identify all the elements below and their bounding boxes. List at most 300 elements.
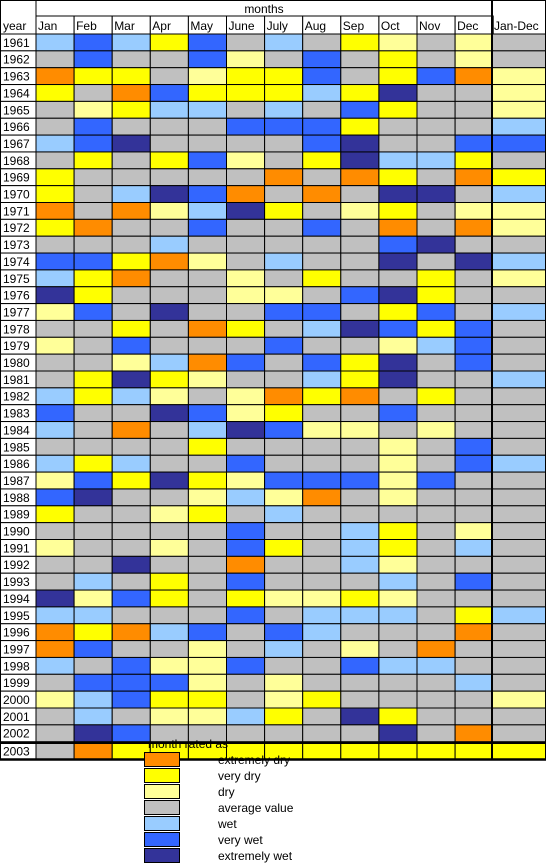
- heatmap-cell: [112, 186, 150, 203]
- heatmap-cell: [379, 354, 417, 371]
- heatmap-cell: [417, 725, 455, 742]
- heatmap-cell: [74, 371, 112, 388]
- heatmap-cell: [74, 186, 112, 203]
- heatmap-cell: [379, 169, 417, 186]
- heatmap-cell: [74, 152, 112, 169]
- heatmap-cell: [455, 590, 493, 607]
- heatmap-cell: [455, 489, 493, 506]
- heatmap-cell: [341, 489, 379, 506]
- heatmap-cell: [341, 118, 379, 135]
- heatmap-cell: [227, 371, 265, 388]
- heatmap-cell: [36, 556, 74, 573]
- heatmap-cell: [112, 320, 150, 337]
- heatmap-cell: [379, 118, 417, 135]
- heatmap-cell: [265, 304, 303, 321]
- year-label: 1983: [3, 406, 30, 421]
- heatmap-cell: [379, 371, 417, 388]
- heatmap-cell: [303, 556, 341, 573]
- column-label: Oct: [380, 19, 400, 33]
- heatmap-cell: [74, 641, 112, 658]
- year-label: 1965: [3, 103, 30, 118]
- heatmap-cell: [265, 68, 303, 85]
- heatmap-cell: [417, 691, 455, 708]
- heatmap-cell: [112, 607, 150, 624]
- heatmap-cell: [303, 405, 341, 422]
- heatmap-cell: [265, 641, 303, 658]
- heatmap-cell: [265, 253, 303, 270]
- heatmap-cell: [492, 472, 546, 489]
- heatmap-cell: [36, 118, 74, 135]
- legend-label: very dry: [218, 769, 261, 783]
- heatmap-cell: [379, 523, 417, 540]
- heatmap-cell: [188, 590, 226, 607]
- heatmap-cell: [379, 405, 417, 422]
- heatmap-cell: [379, 657, 417, 674]
- legend-item: [144, 832, 444, 848]
- legend-label: extremely wet: [218, 849, 293, 863]
- heatmap-cell: [265, 455, 303, 472]
- heatmap-cell: [303, 674, 341, 691]
- heatmap-cell: [417, 34, 455, 51]
- heatmap-cell: [492, 219, 546, 236]
- heatmap-cell: [150, 590, 188, 607]
- heatmap-cell: [455, 354, 493, 371]
- heatmap-cell: [74, 607, 112, 624]
- heatmap-cell: [303, 135, 341, 152]
- year-label: 1998: [3, 659, 30, 674]
- heatmap-cell: [188, 236, 226, 253]
- heatmap-cell: [227, 152, 265, 169]
- heatmap-cell: [74, 556, 112, 573]
- heatmap-cell: [112, 287, 150, 304]
- heatmap-cell: [303, 573, 341, 590]
- heatmap-cell: [150, 270, 188, 287]
- heatmap-cell: [150, 169, 188, 186]
- heatmap-cell: [417, 438, 455, 455]
- heatmap-cell: [36, 624, 74, 641]
- heatmap-cell: [36, 708, 74, 725]
- heatmap-cell: [36, 152, 74, 169]
- heatmap-cell: [492, 135, 546, 152]
- year-label: 1971: [3, 204, 30, 219]
- year-label: 1964: [3, 86, 30, 101]
- heatmap-cell: [227, 708, 265, 725]
- heatmap-cell: [455, 337, 493, 354]
- heatmap-cell: [455, 657, 493, 674]
- heatmap-cell: [74, 51, 112, 68]
- year-label: 1996: [3, 625, 30, 640]
- column-label: Nov: [419, 19, 441, 33]
- heatmap-cell: [492, 624, 546, 641]
- heatmap-cell: [74, 489, 112, 506]
- year-label: 1972: [3, 221, 30, 236]
- heatmap-cell: [188, 641, 226, 658]
- heatmap-cell: [265, 337, 303, 354]
- heatmap-cell: [36, 725, 74, 742]
- column-label: June: [228, 19, 255, 33]
- heatmap-cell: [150, 320, 188, 337]
- heatmap-cell: [74, 573, 112, 590]
- heatmap-cell: [227, 320, 265, 337]
- heatmap-cell: [188, 607, 226, 624]
- heatmap-cell: [227, 354, 265, 371]
- heatmap-cell: [303, 51, 341, 68]
- heatmap-cell: [36, 371, 74, 388]
- heatmap-cell: [455, 708, 493, 725]
- heatmap-cell: [227, 236, 265, 253]
- heatmap-cell: [265, 725, 303, 742]
- year-label: 1986: [3, 457, 30, 472]
- heatmap-cell: [341, 725, 379, 742]
- heatmap-cell: [341, 270, 379, 287]
- heatmap-cell: [303, 270, 341, 287]
- heatmap-cell: [36, 304, 74, 321]
- heatmap-cell: [74, 68, 112, 85]
- heatmap-cell: [36, 135, 74, 152]
- heatmap-cell: [379, 624, 417, 641]
- heatmap-cell: [492, 674, 546, 691]
- year-label: 1985: [3, 440, 30, 455]
- heatmap-cell: [341, 607, 379, 624]
- heatmap-cell: [379, 253, 417, 270]
- heatmap-cell: [455, 51, 493, 68]
- heatmap-cell: [265, 405, 303, 422]
- heatmap-cell: [492, 371, 546, 388]
- heatmap-cell: [36, 287, 74, 304]
- heatmap-cell: [417, 472, 455, 489]
- heatmap-cell: [188, 101, 226, 118]
- heatmap-cell: [227, 85, 265, 102]
- heatmap-cell: [455, 725, 493, 742]
- heatmap-cell: [150, 203, 188, 220]
- heatmap-cell: [303, 186, 341, 203]
- heatmap-cell: [341, 186, 379, 203]
- heatmap-cell: [492, 607, 546, 624]
- year-label: 1992: [3, 558, 30, 573]
- legend-label: very wet: [218, 833, 263, 847]
- heatmap-cell: [74, 540, 112, 557]
- heatmap-cell: [150, 641, 188, 658]
- heatmap-cell: [36, 203, 74, 220]
- heatmap-cell: [265, 186, 303, 203]
- heatmap-cell: [492, 118, 546, 135]
- column-label: Jan: [38, 19, 58, 33]
- year-label: 1991: [3, 541, 30, 556]
- heatmap-cell: [188, 506, 226, 523]
- heatmap-cell: [341, 708, 379, 725]
- heatmap-cell: [379, 85, 417, 102]
- heatmap-cell: [341, 68, 379, 85]
- heatmap-cell: [265, 506, 303, 523]
- heatmap-cell: [492, 438, 546, 455]
- heatmap-cell: [265, 320, 303, 337]
- heatmap-cell: [417, 337, 455, 354]
- year-label: 1967: [3, 136, 30, 151]
- heatmap-cell: [303, 657, 341, 674]
- heatmap-cell: [417, 573, 455, 590]
- heatmap-cell: [341, 540, 379, 557]
- heatmap-cell: [74, 624, 112, 641]
- heatmap-cell: [227, 523, 265, 540]
- heatmap-cell: [417, 674, 455, 691]
- heatmap-cell: [36, 472, 74, 489]
- heatmap-cell: [455, 607, 493, 624]
- legend-label: wet: [218, 817, 237, 831]
- heatmap-cell: [492, 573, 546, 590]
- heatmap-cell: [150, 354, 188, 371]
- heatmap-cell: [492, 540, 546, 557]
- heatmap-cell: [492, 68, 546, 85]
- heatmap-cell: [74, 135, 112, 152]
- year-label: 1974: [3, 254, 30, 269]
- legend-item: [144, 800, 444, 816]
- heatmap-cell: [112, 118, 150, 135]
- heatmap-cell: [112, 422, 150, 439]
- heatmap-cell: [455, 186, 493, 203]
- heatmap-cell: [74, 304, 112, 321]
- heatmap-cell: [417, 641, 455, 658]
- heatmap-cell: [74, 674, 112, 691]
- heatmap-cell: [341, 320, 379, 337]
- heatmap-cell: [112, 337, 150, 354]
- legend-item: [144, 768, 444, 784]
- heatmap-cell: [417, 607, 455, 624]
- heatmap-cell: [455, 691, 493, 708]
- heatmap-cell: [341, 51, 379, 68]
- heatmap-cell: [303, 219, 341, 236]
- heatmap-cell: [36, 523, 74, 540]
- heatmap-cell: [265, 169, 303, 186]
- heatmap-cell: [112, 455, 150, 472]
- heatmap-cell: [74, 101, 112, 118]
- heatmap-cell: [303, 388, 341, 405]
- heatmap-cell: [455, 68, 493, 85]
- heatmap-cell: [492, 85, 546, 102]
- heatmap-cell: [36, 51, 74, 68]
- heatmap-cell: [227, 624, 265, 641]
- year-label: 2001: [3, 709, 30, 724]
- heatmap-cell: [455, 135, 493, 152]
- heatmap-cell: [150, 34, 188, 51]
- heatmap-cell: [265, 236, 303, 253]
- heatmap-cell: [303, 320, 341, 337]
- heatmap-cell: [265, 540, 303, 557]
- heatmap-cell: [379, 135, 417, 152]
- heatmap-cell: [150, 438, 188, 455]
- heatmap-cell: [74, 270, 112, 287]
- heatmap-cell: [112, 590, 150, 607]
- heatmap-cell: [341, 422, 379, 439]
- heatmap-cell: [379, 219, 417, 236]
- heatmap-cell: [455, 540, 493, 557]
- heatmap-cell: [455, 371, 493, 388]
- heatmap-cell: [303, 68, 341, 85]
- heatmap-cell: [227, 489, 265, 506]
- heatmap-cell: [36, 641, 74, 658]
- heatmap-cell: [265, 624, 303, 641]
- heatmap-cell: [341, 236, 379, 253]
- heatmap-cell: [341, 523, 379, 540]
- heatmap-cell: [417, 371, 455, 388]
- heatmap-cell: [36, 337, 74, 354]
- heatmap-cell: [112, 708, 150, 725]
- heatmap-cell: [417, 253, 455, 270]
- months-group-label: months: [244, 2, 284, 16]
- heatmap-cell: [303, 691, 341, 708]
- heatmap-cell: [492, 236, 546, 253]
- heatmap-cell: [379, 152, 417, 169]
- heatmap-cell: [341, 641, 379, 658]
- heatmap-cell: [265, 203, 303, 220]
- heatmap-cell: [303, 472, 341, 489]
- heatmap-cell: [227, 337, 265, 354]
- heatmap-cell: [455, 624, 493, 641]
- year-label: 1990: [3, 524, 30, 539]
- heatmap-cell: [417, 320, 455, 337]
- heatmap-cell: [112, 641, 150, 658]
- heatmap-cell: [36, 236, 74, 253]
- year-label: 1973: [3, 238, 30, 253]
- legend-label: dry: [218, 785, 235, 799]
- heatmap-cell: [74, 287, 112, 304]
- heatmap-cell: [379, 489, 417, 506]
- heatmap-cell: [112, 304, 150, 321]
- heatmap-cell: [492, 270, 546, 287]
- heatmap-cell: [492, 203, 546, 220]
- heatmap-cell: [112, 68, 150, 85]
- heatmap-cell: [74, 34, 112, 51]
- heatmap-cell: [188, 422, 226, 439]
- heatmap-cell: [188, 219, 226, 236]
- heatmap-cell: [417, 657, 455, 674]
- heatmap-cell: [74, 472, 112, 489]
- heatmap-cell: [227, 203, 265, 220]
- heatmap-cell: [417, 422, 455, 439]
- heatmap-cell: [303, 253, 341, 270]
- heatmap-cell: [492, 169, 546, 186]
- heatmap-cell: [492, 304, 546, 321]
- heatmap-cell: [455, 169, 493, 186]
- heatmap-cell: [455, 236, 493, 253]
- year-label: 1993: [3, 575, 30, 590]
- heatmap-cell: [341, 472, 379, 489]
- heatmap-cell: [74, 590, 112, 607]
- heatmap-cell: [303, 203, 341, 220]
- year-label: 1987: [3, 473, 30, 488]
- heatmap-cell: [265, 438, 303, 455]
- heatmap-cell: [265, 590, 303, 607]
- heatmap-cell: [379, 51, 417, 68]
- heatmap-cell: [112, 169, 150, 186]
- heatmap-cell: [227, 691, 265, 708]
- year-label: 1981: [3, 372, 30, 387]
- heatmap-cell: [417, 101, 455, 118]
- heatmap-cell: [227, 169, 265, 186]
- heatmap-cell: [417, 219, 455, 236]
- heatmap-cell: [379, 270, 417, 287]
- heatmap-cell: [227, 253, 265, 270]
- year-label: 1976: [3, 288, 30, 303]
- heatmap-cell: [265, 118, 303, 135]
- heatmap-cell: [379, 438, 417, 455]
- legend-label: average value: [218, 801, 294, 815]
- heatmap-cell: [341, 371, 379, 388]
- heatmap-cell: [455, 641, 493, 658]
- heatmap-cell: [455, 573, 493, 590]
- heatmap-cell: [36, 590, 74, 607]
- heatmap-cell: [227, 607, 265, 624]
- year-label: 1961: [3, 35, 30, 50]
- heatmap-cell: [150, 540, 188, 557]
- heatmap-cell: [74, 405, 112, 422]
- heatmap-cell: [36, 101, 74, 118]
- heatmap-cell: [36, 253, 74, 270]
- column-label: Jan-Dec: [494, 19, 539, 33]
- heatmap-cell: [36, 743, 74, 760]
- column-label: Sep: [342, 19, 365, 33]
- heatmap-cell: [36, 219, 74, 236]
- heatmap-cell: [417, 51, 455, 68]
- year-label: 1988: [3, 490, 30, 505]
- heatmap-cell: [341, 590, 379, 607]
- heatmap-cell: [150, 304, 188, 321]
- heatmap-cell: [150, 236, 188, 253]
- heatmap-cell: [227, 101, 265, 118]
- heatmap-cell: [112, 135, 150, 152]
- legend-swatch: [144, 848, 180, 863]
- heatmap-cell: [455, 203, 493, 220]
- heatmap-cell: [492, 657, 546, 674]
- heatmap-cell: [455, 101, 493, 118]
- heatmap-cell: [150, 506, 188, 523]
- heatmap-cell: [188, 455, 226, 472]
- heatmap-cell: [36, 489, 74, 506]
- heatmap-cell: [188, 489, 226, 506]
- heatmap-cell: [303, 489, 341, 506]
- heatmap-cell: [341, 34, 379, 51]
- heatmap-cell: [492, 405, 546, 422]
- heatmap-cell: [492, 186, 546, 203]
- heatmap-cell: [188, 337, 226, 354]
- heatmap-cell: [36, 455, 74, 472]
- heatmap-cell: [379, 304, 417, 321]
- heatmap-cell: [455, 118, 493, 135]
- heatmap-cell: [265, 708, 303, 725]
- heatmap-cell: [188, 708, 226, 725]
- heatmap-cell: [150, 691, 188, 708]
- heatmap-cell: [188, 674, 226, 691]
- heatmap-cell: [36, 540, 74, 557]
- year-label: 1995: [3, 608, 30, 623]
- heatmap-cell: [341, 691, 379, 708]
- heatmap-cell: [150, 68, 188, 85]
- heatmap-cell: [74, 743, 112, 760]
- heatmap-cell: [303, 725, 341, 742]
- heatmap-cell: [36, 186, 74, 203]
- heatmap-cell: [112, 556, 150, 573]
- heatmap-cell: [227, 657, 265, 674]
- year-label: 1994: [3, 591, 30, 606]
- heatmap-cell: [74, 253, 112, 270]
- heatmap-cell: [379, 186, 417, 203]
- heatmap-cell: [379, 573, 417, 590]
- heatmap-cell: [188, 287, 226, 304]
- heatmap-cell: [341, 674, 379, 691]
- heatmap-cell: [36, 388, 74, 405]
- heatmap-cell: [417, 118, 455, 135]
- heatmap-cell: [455, 320, 493, 337]
- heatmap-cell: [455, 743, 493, 760]
